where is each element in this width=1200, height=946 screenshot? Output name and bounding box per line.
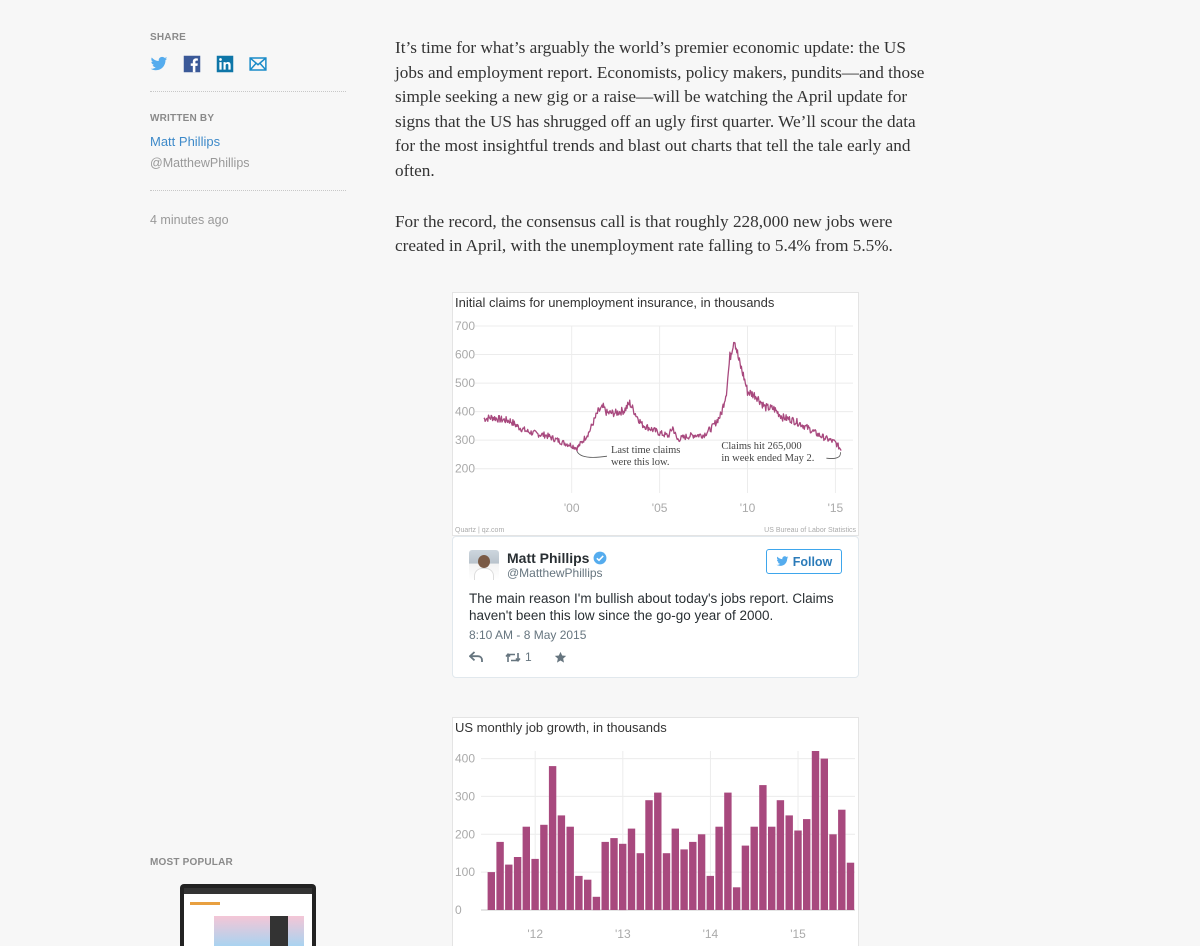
chart-credit: Quartz | qz.com: [455, 527, 505, 534]
chart-title: Initial claims for unemployment insurance, in thousands: [455, 295, 775, 310]
job-growth-bar: [672, 829, 679, 910]
thumbnail-screen: [184, 888, 312, 946]
annotation-text: were this low.: [610, 457, 670, 469]
share-icons: [150, 55, 267, 73]
job-growth-bar: [523, 827, 530, 910]
thumbnail-title: [190, 902, 220, 905]
y-tick-label: 200: [455, 827, 476, 842]
x-tick-label: '05: [651, 501, 668, 515]
job-growth-bar: [733, 887, 740, 910]
y-tick-label: 600: [455, 347, 476, 362]
retweet-button[interactable]: [505, 650, 532, 664]
job-growth-bar: [645, 800, 652, 910]
follow-button[interactable]: [766, 549, 842, 574]
claims-chart: [452, 292, 859, 536]
job-growth-bar: [777, 800, 784, 910]
job-growth-bar: [549, 766, 556, 910]
job-growth-bar: [637, 853, 644, 910]
tweet-author-handle[interactable]: @MatthewPhillips: [507, 566, 603, 580]
job-growth-bar: [759, 785, 766, 910]
x-tick-label: '00: [563, 501, 580, 515]
y-tick-label: 300: [455, 433, 476, 448]
most-popular-label: MOST POPULAR: [150, 857, 233, 868]
job-growth-bar: [742, 846, 749, 910]
sidebar-divider: [150, 91, 346, 92]
job-growth-bar: [531, 859, 538, 910]
job-growth-bar: [488, 872, 495, 910]
twitter-bird-icon: [776, 556, 789, 567]
x-tick-label: '13: [614, 927, 631, 941]
job-growth-chart: [452, 717, 859, 946]
verified-icon: [593, 551, 607, 565]
job-growth-bar: [654, 793, 661, 910]
annotation-text: Claims hit 265,000: [721, 441, 802, 453]
job-growth-bar: [838, 810, 845, 910]
x-tick-label: '15: [827, 501, 844, 515]
job-growth-bar: [812, 751, 819, 910]
x-tick-label: '15: [790, 927, 806, 941]
annotation-text: in week ended May 2.: [721, 453, 815, 465]
thumbnail-header: [184, 888, 312, 894]
article-body: [395, 36, 925, 259]
job-growth-bar: [558, 815, 565, 910]
job-growth-bar: [496, 842, 503, 910]
tweet-timestamp[interactable]: 8:10 AM - 8 May 2015: [469, 628, 587, 642]
embedded-tweet: [452, 536, 859, 678]
tweet-author-name[interactable]: [507, 550, 607, 566]
retweet-count: 1: [525, 650, 532, 664]
share-label: SHARE: [150, 32, 187, 43]
job-growth-bar: [794, 831, 801, 911]
job-growth-bar: [619, 844, 626, 910]
job-growth-bar: [628, 829, 635, 910]
job-growth-bar: [593, 897, 600, 910]
claims-chart-svg: [453, 293, 860, 537]
author-handle: @MatthewPhillips: [150, 156, 250, 170]
y-tick-label: 400: [455, 404, 476, 419]
star-icon: [554, 651, 567, 664]
twitter-icon[interactable]: [150, 55, 168, 73]
job-growth-bar: [689, 842, 696, 910]
favorite-button[interactable]: [554, 651, 567, 664]
job-growth-bar: [575, 876, 582, 910]
y-tick-label: 200: [455, 461, 476, 476]
job-growth-bar: [680, 849, 687, 910]
y-tick-label: 400: [455, 751, 476, 766]
job-growth-bar: [505, 865, 512, 910]
email-icon[interactable]: [249, 55, 267, 73]
written-by-label: WRITTEN BY: [150, 113, 215, 124]
job-growth-bar: [584, 880, 591, 910]
annotation-arrow: [577, 451, 607, 457]
job-growth-bar: [610, 838, 617, 910]
facebook-icon[interactable]: [183, 55, 201, 73]
tweet-author-name-text: Matt Phillips: [507, 550, 590, 566]
tweet-text: The main reason I'm bullish about today's jobs report. Claims haven't been this low since the go-go year of 2000.: [469, 591, 834, 623]
x-tick-label: '12: [527, 927, 544, 941]
y-tick-label: 700: [455, 319, 476, 333]
job-growth-bar: [715, 827, 722, 910]
thumbnail-panel: [270, 916, 288, 946]
article-paragraph: For the record, the consensus call is that roughly 228,000 new jobs were created in April, with the unemployment rate falling to 5.4% from 5.5%.: [395, 211, 893, 256]
job-growth-bar: [821, 759, 828, 910]
reply-button[interactable]: [469, 651, 483, 663]
job-growth-bar: [751, 827, 758, 910]
job-growth-bar: [514, 857, 521, 910]
y-tick-label: 0: [455, 903, 462, 917]
most-popular-thumbnail[interactable]: [180, 884, 316, 946]
avatar[interactable]: [469, 550, 499, 580]
job-growth-bar: [602, 842, 609, 910]
job-growth-bar: [567, 827, 574, 910]
follow-label: Follow: [792, 554, 833, 569]
job-growth-bar: [724, 793, 731, 910]
sidebar-divider: [150, 190, 346, 191]
job-growth-bar: [847, 863, 854, 910]
job-growth-chart-svg: [453, 718, 860, 946]
y-tick-label: 100: [455, 865, 476, 880]
job-growth-bar: [540, 825, 547, 910]
publish-time: 4 minutes ago: [150, 213, 229, 227]
chart-source: US Bureau of Labor Statistics: [764, 527, 856, 534]
job-growth-bar: [698, 834, 705, 910]
thumbnail-chart: [214, 916, 304, 946]
y-tick-label: 500: [455, 376, 476, 391]
job-growth-bar: [803, 819, 810, 910]
retweet-icon: [505, 652, 521, 663]
y-tick-label: 300: [455, 789, 476, 804]
job-growth-bar: [768, 827, 775, 910]
reply-icon: [469, 651, 483, 663]
chart-title: US monthly job growth, in thousands: [455, 720, 667, 735]
annotation-arrow: [826, 452, 840, 458]
linkedin-icon[interactable]: [216, 55, 234, 73]
claims-series-line: [484, 343, 842, 451]
job-growth-bar: [663, 853, 670, 910]
job-growth-bar: [786, 815, 793, 910]
author-name-link[interactable]: Matt Phillips: [150, 134, 221, 149]
annotation-text: Last time claims: [610, 445, 681, 457]
job-growth-bar: [707, 876, 714, 910]
x-tick-label: '10: [739, 501, 756, 515]
x-tick-label: '14: [702, 927, 719, 941]
article-paragraph: It’s time for what’s arguably the world’s premier economic update: the US jobs and employment report. Economists, policy makers, pundits—and those simple seeking a new gig or a raise—will be watching the April update for signs that the US has shrugged off an ugly first quarter. We’ll scour the data for the most insightful trends and blast out charts that tell the tale early and often.: [395, 38, 925, 180]
tweet-actions: [469, 650, 567, 664]
job-growth-bar: [829, 834, 836, 910]
